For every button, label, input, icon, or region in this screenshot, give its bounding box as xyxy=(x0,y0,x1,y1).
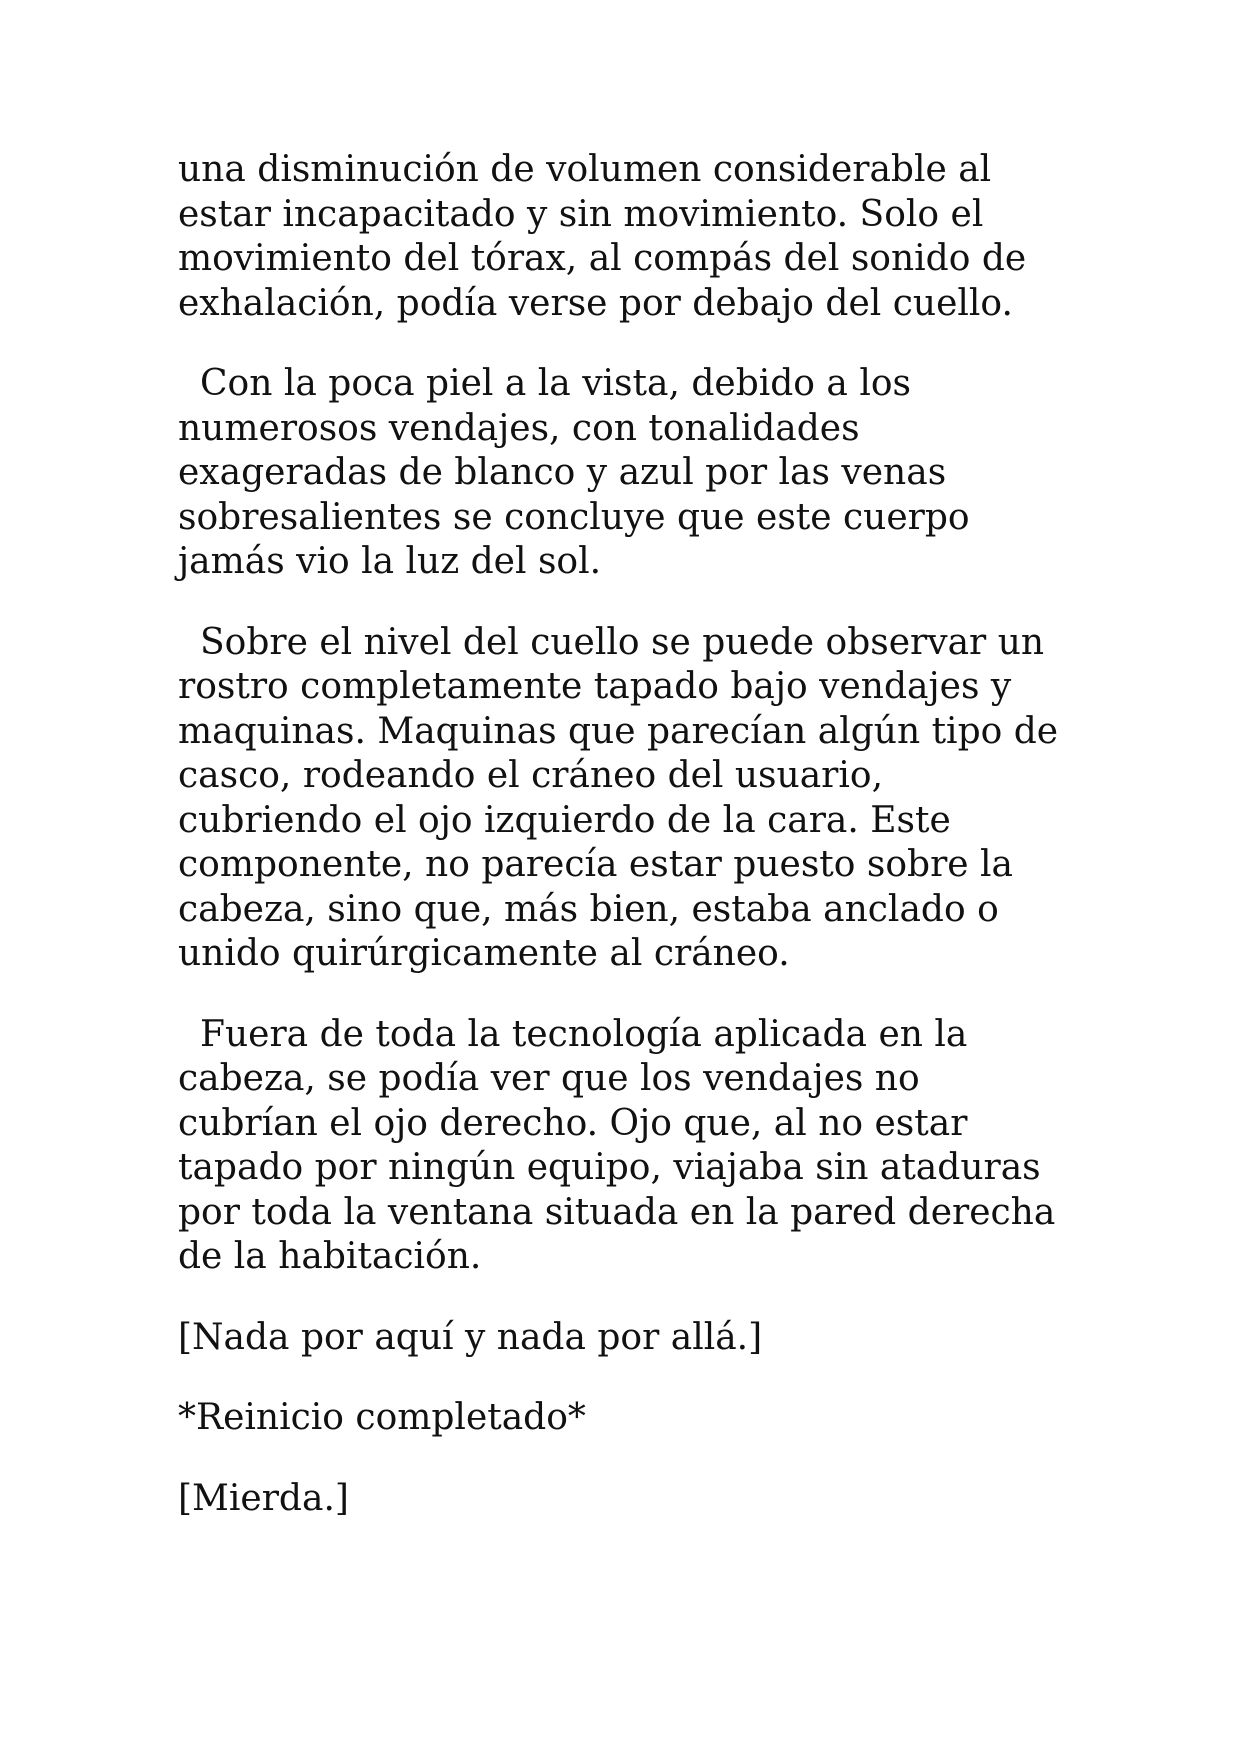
bracket-line-mierda: [Mierda.] xyxy=(178,1477,349,1519)
text-line: Fuera de toda la tecnología aplicada en la xyxy=(200,1013,968,1055)
text-line: movimiento del tórax, al compás del sonido de xyxy=(178,238,1027,279)
system-message-reinicio: *Reinicio completado* xyxy=(178,1397,586,1438)
paragraph-3 xyxy=(178,621,1078,977)
paragraph-1 xyxy=(178,148,1078,326)
text-line: por toda la ventana situada en la pared derecha xyxy=(178,1191,1056,1233)
text-line: maquinas. Maquinas que parecían algún tipo de xyxy=(178,710,1059,752)
paragraph-2 xyxy=(178,362,1078,585)
text-line: exageradas de blanco y azul por las venas xyxy=(178,452,947,493)
text-line: tapado por ningún equipo, viajaba sin ataduras xyxy=(178,1147,1041,1188)
text-line: cubriendo el ojo izquierdo de la cara. Este xyxy=(178,799,951,841)
text-line: numerosos vendajes, con tonalidades xyxy=(178,407,860,449)
text-line: estar incapacitado y sin movimiento. Solo el xyxy=(178,193,984,235)
paragraph-4 xyxy=(178,1013,1078,1280)
text-line: rostro completamente tapado bajo vendajes y xyxy=(178,666,1012,707)
text-line: cabeza, se podía ver que los vendajes no xyxy=(178,1058,920,1099)
text-line: exhalación, podía verse por debajo del cuello. xyxy=(178,282,1013,324)
document-page xyxy=(178,148,1078,1557)
text-line: casco, rodeando el cráneo del usuario, xyxy=(178,755,884,796)
text-line: jamás vio la luz del sol. xyxy=(178,541,602,582)
text-line: cubrían el ojo derecho. Ojo que, al no estar xyxy=(178,1102,968,1144)
text-line: Sobre el nivel del cuello se puede observar un xyxy=(200,621,1045,663)
bracket-line-nada: [Nada por aquí y nada por allá.] xyxy=(178,1316,763,1358)
text-line: sobresalientes se concluye que este cuerpo xyxy=(178,496,970,538)
text-line: de la habitación. xyxy=(178,1236,482,1277)
text-line: una disminución de volumen considerable al xyxy=(178,149,992,190)
text-line: cabeza, sino que, más bien, estaba anclado o xyxy=(178,888,999,930)
text-line: componente, no parecía estar puesto sobre la xyxy=(178,844,1014,885)
text-line: Con la poca piel a la vista, debido a los xyxy=(200,363,911,404)
text-line: unido quirúrgicamente al cráneo. xyxy=(178,933,790,974)
